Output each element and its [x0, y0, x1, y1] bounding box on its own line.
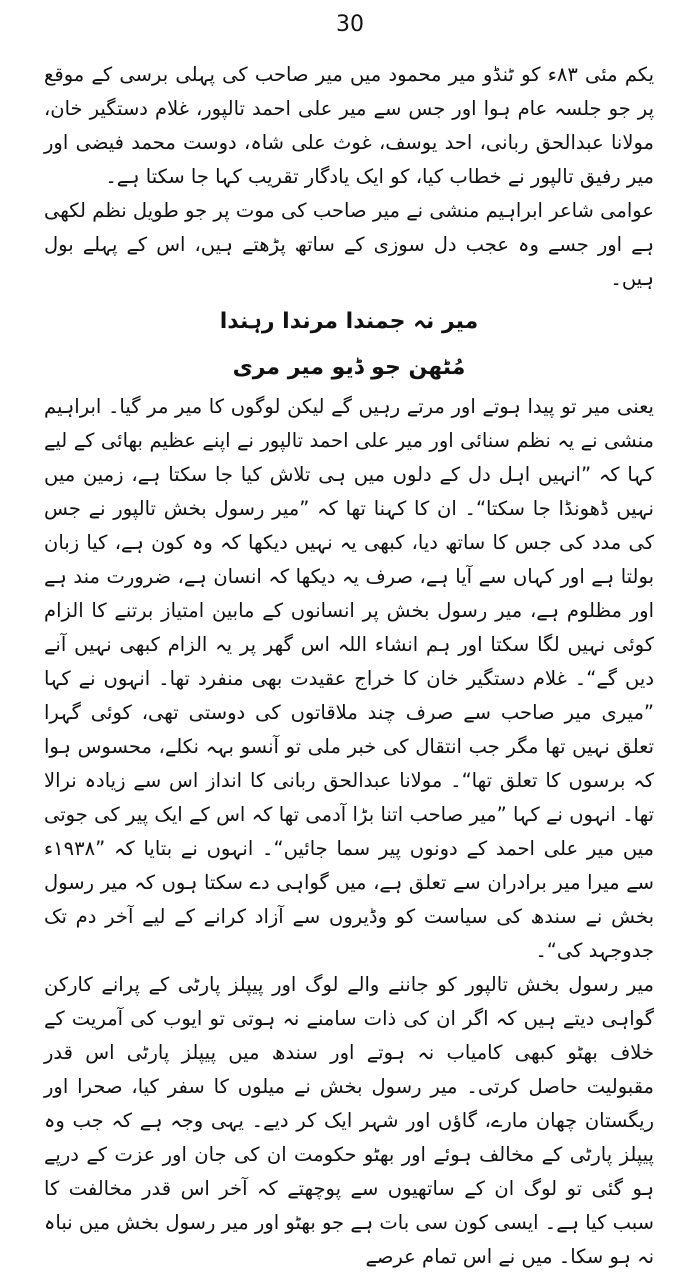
paragraph-1: یکم مئی ۸۳ء کو ٹنڈو میر محمود میں میر صاحب کی پہلی برسی کے موقع پر جو جلسہ عام ہوا اور جس سے میر علی احمد تالپور، غلام دستگیر خان، مولانا عبدالحق ربانی، احد یوسف، غوث علی شاہ، دوست محمد فیضی اور میر رفیق تالپور نے خطاب کیا، کو ایک یادگار تقریب کہا جا سکتا ہے۔ — [44, 63, 654, 188]
paragraph-2: عوامی شاعر ابراہیم منشی نے میر صاحب کی موت پر جو طویل نظم لکھی ہے اور جسے وہ عجب دل سوزی کے ساتھ پڑھتے ہیں، اس کے پہلے بول ہیں۔ — [44, 199, 654, 290]
paragraph-4: میر رسول بخش تالپور کو جاننے والے لوگ اور پیپلز پارٹی کے پرانے کارکن گواہی دیتے ہیں کہ اگر ان کی ذات سامنے نہ ہوتی تو ایوب کی آمریت کے خلاف بھٹو کبھی کامیاب نہ ہوتے اور سندھ میں پیپلز پارٹی اس قدر مقبولیت حاصل کرتی۔ میر رسول بخش نے میلوں کا سفر کیا، صحرا اور ریگستان چھان مارے، گاؤں اور شہر ایک کر دیے۔ یہی وجہ ہے کہ جب وہ پیپلز پارٹی کے مخالف ہوئے اور بھٹو حکومت ان کی جان اور عزت کے درپے ہو گئی تو لوگ ان کے ساتھیوں سے پوچھتے کہ آخر اس قدر مخالفت کا سبب کیا ہے۔ ایسی کون سی بات ہے جو بھٹو اور میر رسول بخش میں نباہ نہ ہو سکا۔ میں نے اس تمام عرصے — [44, 973, 654, 1268]
verse-line-2: مُٹھن جو ڈیو میر مری — [232, 355, 466, 380]
paragraph-3: یعنی میر تو پیدا ہوتے اور مرتے رہیں گے لیکن لوگوں کا میر مر گیا۔ ابراہیم منشی نے یہ نظم سنائی اور میر علی احمد تالپور نے اپنے عظیم بھائی کے لیے کہا کہ ”انہیں اہل دل کے دلوں میں ہی تلاش کیا جا سکتا ہے، زمین میں نہیں ڈھونڈا جا سکتا“۔ ان کا کہنا تھا کہ ”میر رسول بخش تالپور نے جس کی مدد کی جس کا ساتھ دیا، کبھی یہ نہیں دیکھا کہ وہ کون ہے، کیا زبان بولتا ہے اور کہاں سے آیا ہے، صرف یہ دیکھا کہ انسان ہے، ضرورت مند ہے اور مظلوم ہے، میر رسول بخش پر انسانوں کے مابین امتیاز برتنے کا الزام کوئی نہیں لگا سکتا اور ہم انشاء اللہ اس گھر پر یہ الزام کبھی نہیں آنے دیں گے“۔ غلام دستگیر خان کا خراج عقیدت بھی منفرد تھا۔ انہوں نے کہا ”میری میر صاحب سے صرف چند ملاقاتوں کی دوستی تھی، کوئی گہرا تعلق نہیں تھا مگر جب انتقال کی خبر ملی تو آنسو بہہ نکلے، محسوس ہوا کہ برسوں کا تعلق تھا“۔ مولانا عبدالحق ربانی کا انداز اس سے زیادہ نرالا تھا۔ انہوں نے کہا ”میر صاحب اتنا بڑا آدمی تھا کہ اس کے ایک پیر کی جوتی میں میر علی احمد کے دونوں پیر سما جائیں“۔ انہوں نے بتایا کہ ”۱۹۳۸ء سے میرا میر برادران سے تعلق ہے، میں گواہی دے سکتا ہوں کہ میر رسول بخش نے سندھ کی سیاست کو وڈیروں سے آزاد کرانے کے لیے آخر دم تک جدوجہد کی“۔ — [44, 395, 654, 962]
page-number: 30 — [336, 12, 364, 37]
body-text — [44, 58, 654, 1274]
verse-line-1: میر نہ جمندا مرندا رہندا — [219, 309, 479, 334]
